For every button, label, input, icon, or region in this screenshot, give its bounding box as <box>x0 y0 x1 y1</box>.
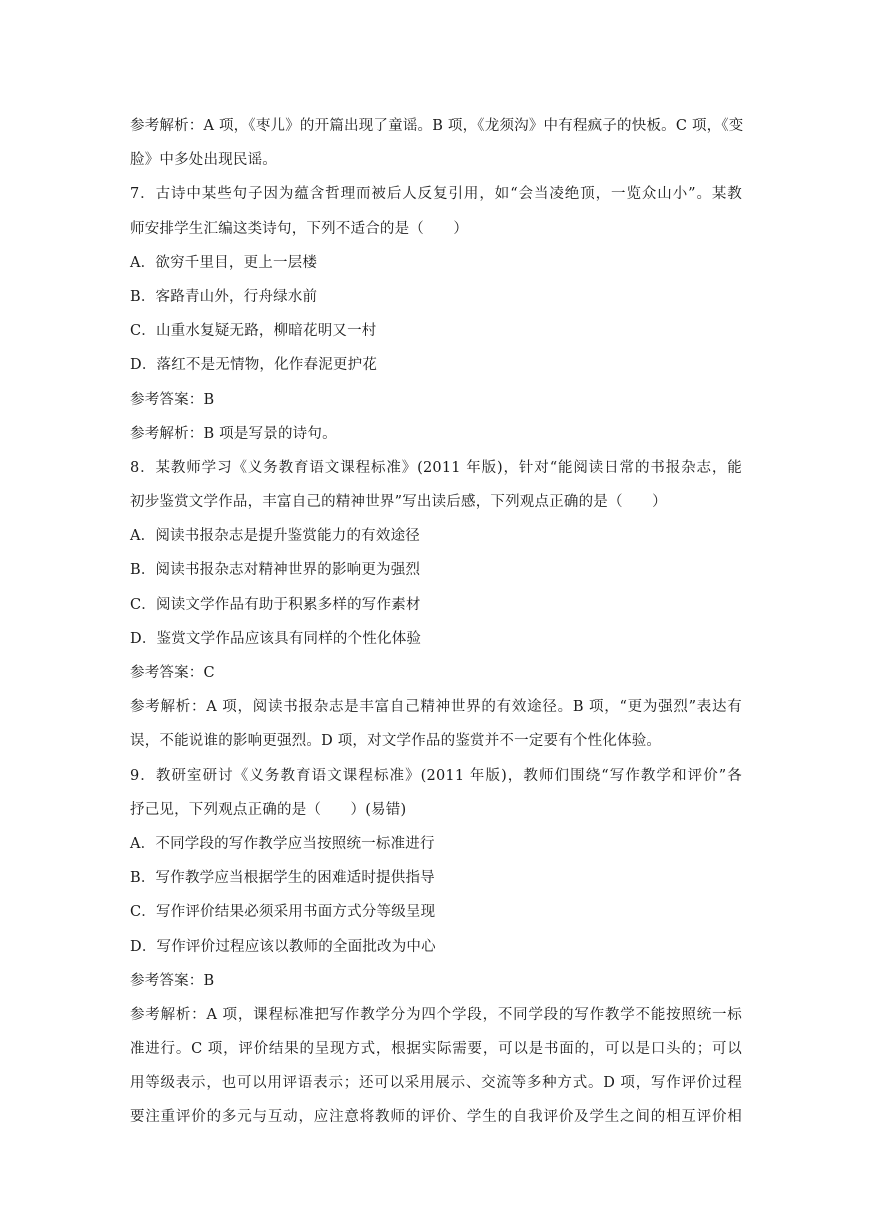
question-9-analysis-line-4: 要注重评价的多元与互动，应注意将教师的评价、学生的自我评价及学生之间的相互评价相 <box>130 1109 742 1126</box>
question-9-analysis-line-1: 参考解析：A 项，课程标准把写作教学分为四个学段，不同学段的写作教学不能按照统一标 <box>130 1006 742 1023</box>
question-9-stem-line-1: 9．教研室研讨《义务教育语文课程标准》(2011 年版)，教师们围绕“写作教学和评价”各 <box>130 767 742 784</box>
question-9-analysis-line-3: 用等级表示，也可以用评语表示；还可以采用展示、交流等多种方式。D 项，写作评价过程 <box>130 1075 742 1092</box>
question-7-option-b: B．客路青山外，行舟绿水前 <box>130 288 318 305</box>
analysis-q6-line-1: 参考解析：A 项，《枣儿》的开篇出现了童谣。B 项，《龙须沟》中有程疯子的快板。C 项，《变 <box>130 118 744 134</box>
question-8-answer: 参考答案：C <box>130 665 215 681</box>
question-7-stem-line-2: 师安排学生汇编这类诗句，下列不适合的是（ ） <box>130 220 469 237</box>
question-8-option-b: B．阅读书报杂志对精神世界的影响更为强烈 <box>130 562 421 579</box>
question-9-option-b: B．写作教学应当根据学生的困难适时提供指导 <box>130 870 435 887</box>
question-8-analysis-line-2: 误，不能说谁的影响更强烈。D 项，对文学作品的鉴赏并不一定要有个性化体验。 <box>130 733 662 750</box>
question-9-option-d: D．写作评价过程应该以教师的全面批改为中心 <box>130 938 436 955</box>
question-8-stem-line-1: 8．某教师学习《义务教育语文课程标准》(2011 年版)，针对“能阅读日常的书报杂志，能 <box>130 459 742 476</box>
question-7-analysis: 参考解析：B 项是写景的诗句。 <box>130 425 337 442</box>
question-9-analysis-line-2: 准进行。C 项，评价结果的呈现方式，根据实际需要，可以是书面的，可以是口头的；可以 <box>130 1041 742 1058</box>
question-7-option-d: D．落红不是无情物，化作春泥更护花 <box>130 357 378 374</box>
question-9-option-a: A．不同学段的写作教学应当按照统一标准进行 <box>130 835 435 852</box>
question-8-analysis-line-1: 参考解析：A 项，阅读书报杂志是丰富自己精神世界的有效途径。B 项，“更为强烈”表达有 <box>130 699 742 716</box>
question-8-option-a: A．阅读书报杂志是提升鉴赏能力的有效途径 <box>130 528 420 545</box>
question-9-option-c: C．写作评价结果必须采用书面方式分等级呈现 <box>130 904 436 921</box>
question-8-stem-line-2: 初步鉴赏文学作品，丰富自己的精神世界”写出读后感，下列观点正确的是（ ） <box>130 494 667 511</box>
question-8-option-d: D．鉴赏文学作品应该具有同样的个性化体验 <box>130 630 422 647</box>
document-page <box>130 109 742 1135</box>
question-9-stem-line-2: 抒己见，下列观点正确的是（ ）(易错) <box>130 801 407 818</box>
question-7-stem-line-1: 7．古诗中某些句子因为蕴含哲理而被后人反复引用，如“会当凌绝顶，一览众山小”。某教 <box>130 186 742 203</box>
question-9-answer: 参考答案：B <box>130 972 215 989</box>
analysis-q6-line-2: 脸》中多处出现民谣。 <box>130 152 277 169</box>
question-8-option-c: C．阅读文学作品有助于积累多样的写作素材 <box>130 596 421 613</box>
question-7-answer: 参考答案：B <box>130 391 215 408</box>
question-7-option-c: C．山重水复疑无路，柳暗花明又一村 <box>130 323 377 340</box>
question-7-option-a: A．欲穷千里目，更上一层楼 <box>130 254 318 271</box>
